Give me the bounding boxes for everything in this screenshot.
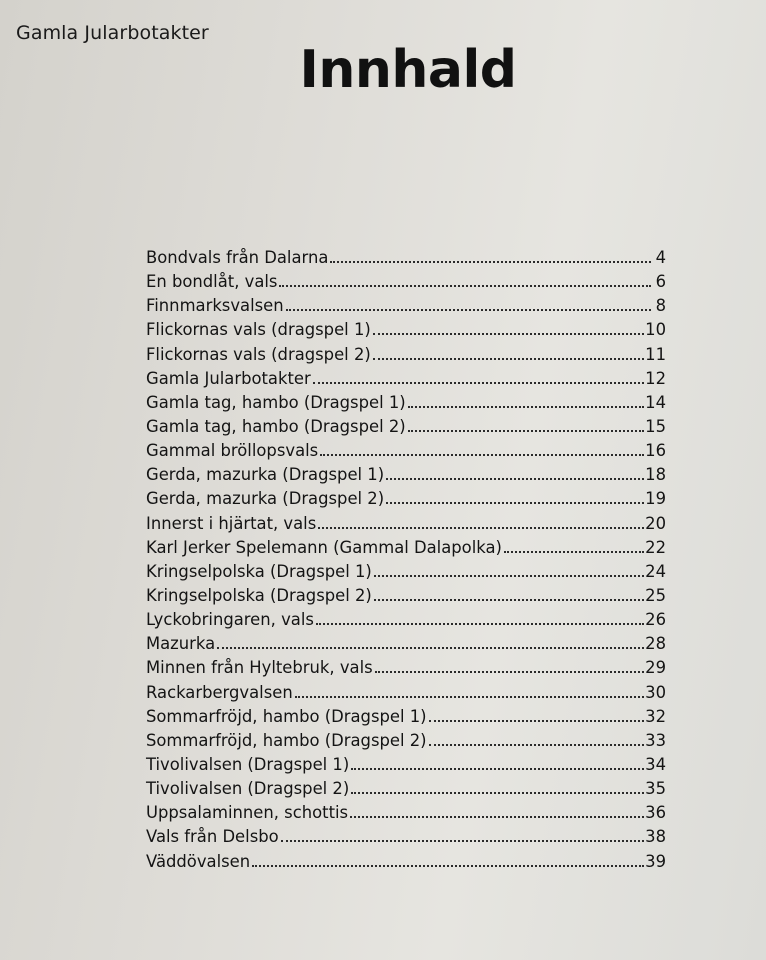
toc-entry-page-number: 36 [645, 803, 666, 823]
toc-entry-page-number: 10 [645, 320, 666, 340]
toc-entry [146, 391, 666, 415]
toc-entry-page-number: 15 [645, 416, 666, 436]
toc-entry-page-number: 32 [645, 706, 666, 726]
toc-entry-title: Vals från Delsbo [146, 827, 279, 847]
toc-dot-leader [295, 696, 644, 698]
toc-entry-title: Rackarbergvalsen [146, 682, 293, 702]
toc-dot-leader [281, 840, 644, 842]
toc-entry-page-number: 30 [645, 682, 666, 702]
toc-entry-title: Sommarfröjd, hambo (Dragspel 1) [146, 706, 427, 726]
toc-entry-page-number: 25 [645, 585, 666, 605]
toc-entry [146, 318, 666, 342]
toc-dot-leader [373, 333, 644, 335]
toc-entry-page-number: 14 [645, 392, 666, 412]
toc-dot-leader [375, 671, 644, 673]
toc-dot-leader [374, 599, 644, 601]
toc-entry [146, 246, 666, 270]
toc-entry-title: Finnmarksvalsen [146, 296, 284, 316]
toc-dot-leader [408, 406, 644, 408]
toc-entry-title: Tivolivalsen (Dragspel 2) [146, 779, 350, 799]
toc-entry [146, 656, 666, 680]
toc-entry-page-number: 26 [645, 610, 666, 630]
toc-entry-page-number: 16 [645, 441, 666, 461]
toc-entry [146, 777, 666, 801]
toc-entry-page-number: 18 [645, 465, 666, 485]
toc-dot-leader [279, 285, 651, 287]
toc-entry [146, 487, 666, 511]
toc-dot-leader [504, 551, 644, 553]
toc-entry-page-number: 8 [655, 296, 666, 316]
toc-entry-title: Bondvals från Dalarna [146, 248, 329, 267]
toc-entry-page-number: 20 [645, 513, 666, 533]
toc-entry-title: Gerda, mazurka (Dragspel 1) [146, 465, 385, 485]
toc-dot-leader [429, 744, 645, 746]
toc-entry-title: Minnen från Hyltebruk, vals [146, 658, 373, 678]
toc-entry-title: En bondlåt, vals [146, 272, 278, 292]
toc-entry [146, 584, 666, 608]
toc-dot-leader [429, 720, 645, 722]
toc-entry-page-number: 24 [645, 561, 666, 581]
toc-entry-page-number: 34 [645, 754, 666, 774]
toc-entry-page-number: 35 [645, 779, 666, 799]
toc-dot-leader [318, 527, 644, 529]
toc-dot-leader [373, 358, 644, 360]
toc-entry-page-number: 6 [655, 272, 666, 292]
toc-entry-title: Gamla Jularbotakter [146, 368, 311, 388]
toc-entry-title: Väddövalsen [146, 851, 251, 871]
toc-entry-title: Gerda, mazurka (Dragspel 2) [146, 489, 385, 509]
toc-dot-leader [351, 792, 644, 794]
running-header: Gamla Jularbotakter [16, 22, 209, 44]
toc-entry-page-number: 12 [645, 368, 666, 388]
toc-dot-leader [386, 478, 644, 480]
toc-entry [146, 439, 666, 463]
toc-dot-leader [351, 768, 644, 770]
toc-entry-title: Kringselpolska (Dragspel 2) [146, 585, 372, 605]
toc-entry-page-number: 39 [645, 851, 666, 871]
toc-entry-title: Gamla tag, hambo (Dragspel 1) [146, 392, 406, 412]
toc-entry [146, 729, 666, 753]
toc-entry [146, 753, 666, 777]
toc-entry-title: Innerst i hjärtat, vals [146, 513, 317, 533]
toc-dot-leader [252, 865, 644, 867]
toc-entry [146, 632, 666, 656]
toc-dot-leader [313, 382, 644, 384]
page-title: Innhald [299, 40, 517, 100]
toc-entry [146, 536, 666, 560]
toc-entry [146, 294, 666, 318]
toc-entry [146, 825, 666, 849]
toc-entry-title: Tivolivalsen (Dragspel 1) [146, 754, 350, 774]
toc-entry [146, 608, 666, 632]
toc-entry [146, 270, 666, 294]
toc-entry-page-number: 28 [645, 634, 666, 654]
toc-dot-leader [350, 816, 644, 818]
toc-entry-title: Flickornas vals (dragspel 1) [146, 320, 371, 340]
toc-entry-title: Flickornas vals (dragspel 2) [146, 344, 371, 364]
toc-entry-title: Gammal bröllopsvals [146, 441, 319, 461]
toc-entry-title: Lyckobringaren, vals [146, 610, 314, 630]
toc-entry-page-number: 22 [645, 537, 666, 557]
toc-entry [146, 850, 666, 874]
toc-dot-leader [386, 502, 644, 504]
toc-entry [146, 343, 666, 367]
toc-dot-leader [217, 647, 644, 649]
toc-entry-title: Karl Jerker Spelemann (Gammal Dalapolka) [146, 537, 502, 557]
toc-entry-title: Mazurka [146, 634, 216, 654]
toc-dot-leader [286, 309, 651, 311]
toc-entry-title: Gamla tag, hambo (Dragspel 2) [146, 416, 406, 436]
toc-dot-leader [316, 623, 644, 625]
toc-entry [146, 512, 666, 536]
toc-entry [146, 705, 666, 729]
toc-entry-page-number: 19 [645, 489, 666, 509]
toc-entry [146, 463, 666, 487]
toc-entry [146, 367, 666, 391]
toc-entry-page-number: 4 [655, 248, 666, 267]
toc-entry-page-number: 29 [645, 658, 666, 678]
toc-dot-leader [408, 430, 644, 432]
toc-entry-page-number: 11 [645, 344, 666, 364]
toc-entry-title: Sommarfröjd, hambo (Dragspel 2) [146, 730, 427, 750]
toc-entry [146, 560, 666, 584]
toc-entry-title: Uppsalaminnen, schottis [146, 803, 349, 823]
toc-dot-leader [374, 575, 644, 577]
toc-entry [146, 801, 666, 825]
table-of-contents [146, 246, 666, 874]
toc-entry [146, 681, 666, 705]
toc-dot-leader [320, 454, 644, 456]
toc-entry-page-number: 33 [645, 730, 666, 750]
toc-dot-leader [330, 261, 651, 263]
toc-entry-title: Kringselpolska (Dragspel 1) [146, 561, 372, 581]
toc-entry [146, 415, 666, 439]
toc-entry-page-number: 38 [645, 827, 666, 847]
